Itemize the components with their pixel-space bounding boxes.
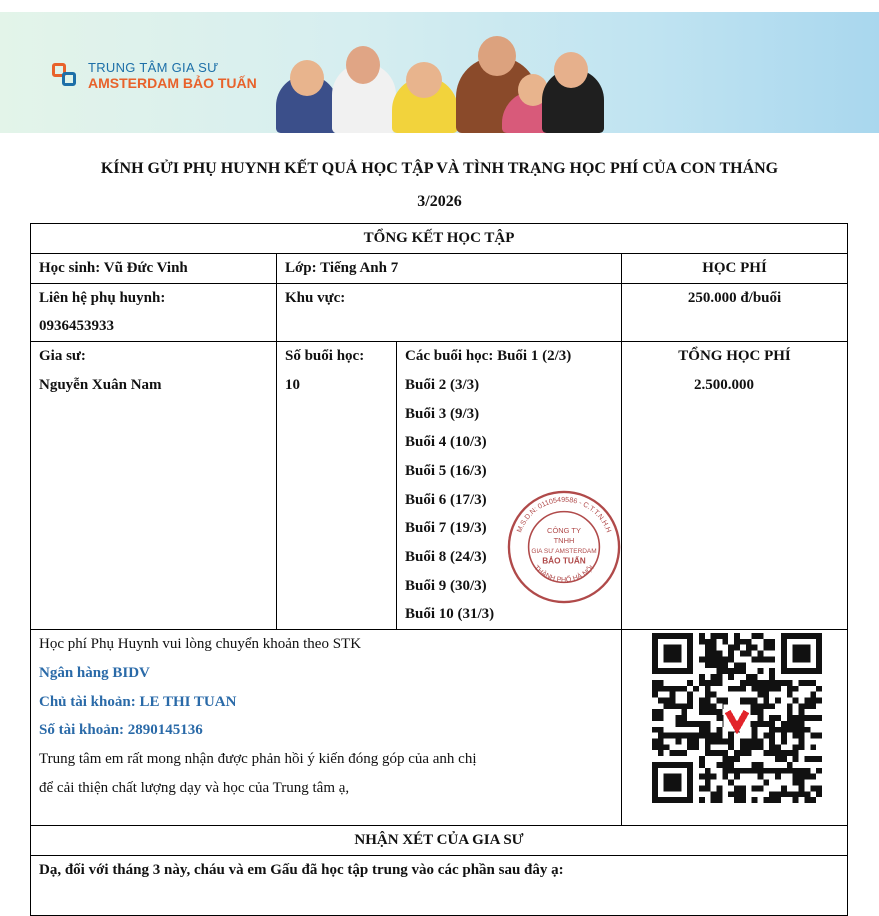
stamp-line3: GIA SƯ AMSTERDAM (531, 547, 597, 555)
parent-contact (31, 283, 277, 341)
session-item: Các buổi học: Buổi 1 (2/3) (405, 348, 572, 365)
company-stamp (505, 488, 623, 606)
stamp-line1: CÔNG TY (547, 526, 581, 536)
banner-photo (270, 30, 610, 133)
report-table (30, 223, 848, 916)
svg-text:THÀNH PHỐ HÀ NỘI (532, 564, 595, 584)
account-owner: Chủ tài khoản: LE THI TUAN (39, 693, 237, 710)
session-item: Buổi 4 (10/3) (405, 434, 487, 451)
payment-qr-code (652, 632, 822, 804)
sessions-count-cell (277, 342, 397, 630)
session-item: Buổi 7 (19/3) (405, 520, 487, 537)
parent-phone: 0936453933 (39, 318, 114, 335)
session-item: Buổi 6 (17/3) (405, 491, 487, 508)
sessions-label: Số buổi học: (285, 348, 365, 365)
comments-intro: Dạ, đối với tháng 3 này, cháu và em Gấu đã học tập trung vào các phần sau đây ạ: (31, 856, 848, 916)
report-title: KÍNH GỬI PHỤ HUYNH KẾT QUẢ HỌC TẬP VÀ TÌNH TRẠNG HỌC PHÍ CỦA CON THÁNG (100, 160, 779, 177)
center-logo (52, 60, 257, 91)
feedback-note-2: để cải thiện chất lượng dạy và học của Trung tâm ạ, (39, 779, 350, 796)
tutor-name: Nguyễn Xuân Nam (39, 376, 162, 393)
total-value: 2.500.000 (694, 376, 754, 393)
account-number: Số tài khoản: 2890145136 (39, 722, 203, 739)
comments-header: NHẬN XÉT CỦA GIA SƯ (31, 826, 848, 856)
payment-intro: Học phí Phụ Huynh vui lòng chuyển khoản theo STK (39, 636, 362, 653)
stamp-line4: BẢO TUẤN (542, 556, 586, 566)
class-name: Lớp: Tiếng Anh 7 (277, 254, 622, 284)
session-item: Buổi 8 (24/3) (405, 549, 487, 566)
stamp-outer-text: M.S.D.N: 0110549586 - C.T.T.N.H.H (515, 495, 613, 534)
payment-cell (31, 630, 622, 826)
session-item: Buổi 3 (9/3) (405, 405, 480, 422)
sessions-count: 10 (285, 376, 300, 393)
stamp-line2: TNHH (553, 536, 575, 546)
total-cell (622, 342, 848, 630)
session-item: Buổi 10 (31/3) (405, 606, 495, 623)
logo-line1: TRUNG TÂM GIA SƯ (88, 60, 219, 75)
tutor-label: Gia sư: (39, 348, 86, 365)
student-name: Học sinh: Vũ Đức Vinh (31, 254, 277, 284)
total-header: TỔNG HỌC PHÍ (678, 348, 791, 365)
logo-line2: AMSTERDAM BẢO TUẤN (88, 75, 257, 91)
feedback-note-1: Trung tâm em rất mong nhận được phản hồi ý kiến đóng góp của anh chị (39, 750, 477, 767)
session-item: Buổi 5 (16/3) (405, 462, 487, 479)
parent-label: Liên hệ phụ huynh: (39, 289, 166, 306)
tutor-cell (31, 342, 277, 630)
header-banner (0, 12, 879, 133)
session-item: Buổi 9 (30/3) (405, 577, 487, 594)
logo-icon (52, 63, 80, 89)
area-label: Khu vực: (277, 283, 622, 341)
bank-name: Ngân hàng BIDV (39, 664, 150, 681)
report-month: 3/2026 (417, 193, 462, 210)
summary-header: TỔNG KẾT HỌC TẬP (31, 224, 848, 254)
fee-value: 250.000 đ/buổi (622, 283, 848, 341)
fee-header: HỌC PHÍ (622, 254, 848, 284)
stamp-bottom-text: THÀNH PHỐ HÀ NỘI (532, 563, 596, 584)
session-item: Buổi 2 (3/3) (405, 376, 480, 393)
